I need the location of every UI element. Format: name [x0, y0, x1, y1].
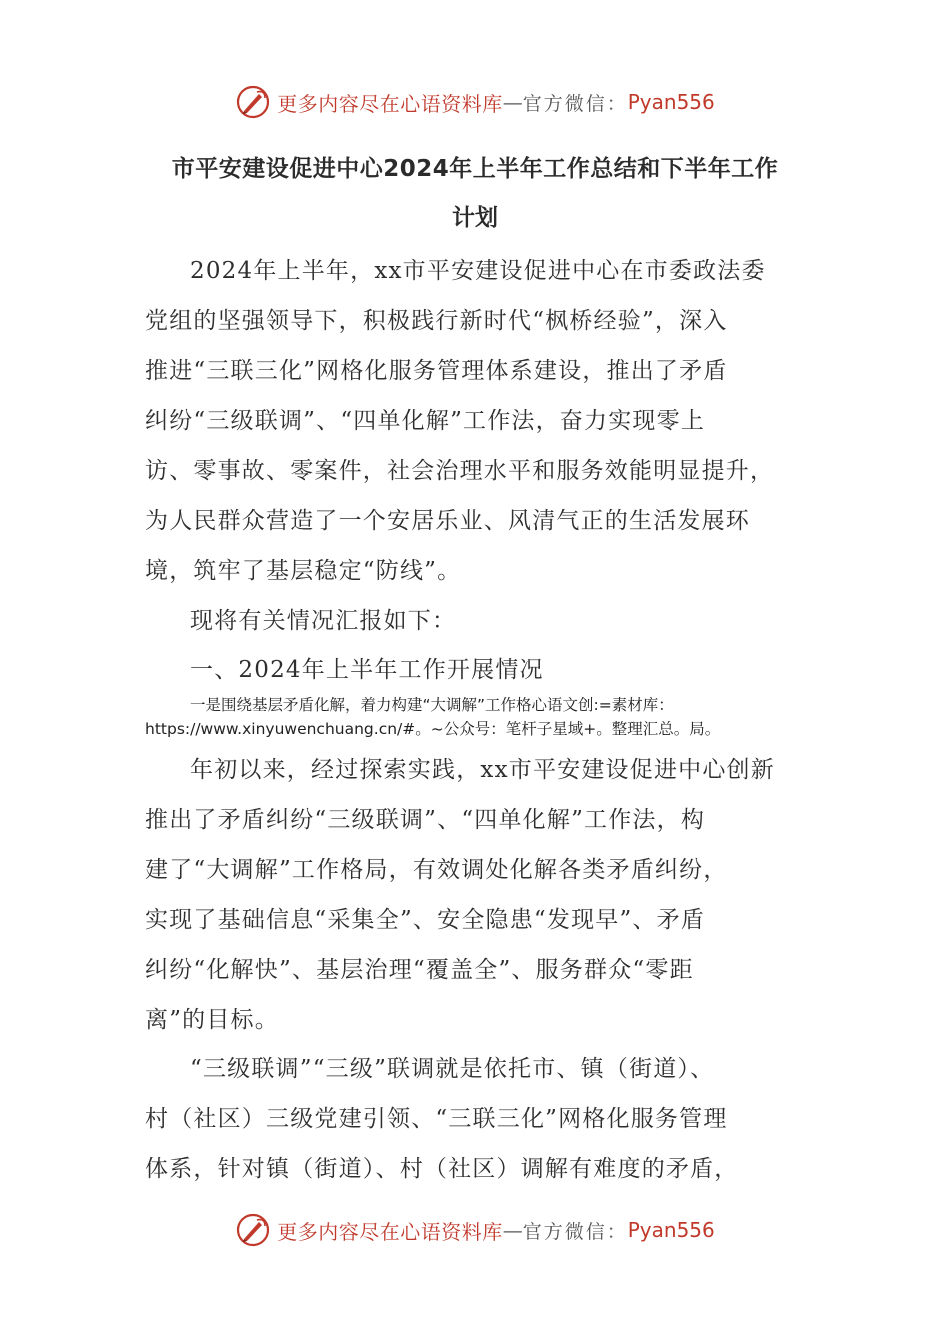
- document-title-line-1: 市平安建设促进中心2024年上半年工作总结和下半年工作: [171, 156, 779, 182]
- banner-dash: —: [502, 90, 523, 114]
- pen-logo-icon: [235, 84, 271, 120]
- body-line: 访、零事故、零案件，社会治理水平和服务效能明显提升，: [145, 458, 775, 484]
- banner-label: 官方微信：: [522, 92, 628, 115]
- bottom-watermark-banner: [0, 1210, 950, 1250]
- banner-dash: —: [502, 1218, 523, 1242]
- body-line: 建了“大调解”工作格局，有效调处化解各类矛盾纠纷，: [145, 857, 728, 883]
- banner-text: 更多内容尽在心语资料库: [277, 91, 503, 116]
- body-line: 为人民群众营造了一个安居乐业、风清气正的生活发展环: [145, 508, 750, 534]
- top-watermark-banner: [0, 82, 950, 122]
- body-line: 境，筑牢了基层稳定“防线”。: [145, 558, 462, 584]
- banner-label: 官方微信：: [522, 1220, 628, 1243]
- body-line: “三级联调”“三级”联调就是依托市、镇（街道）、: [190, 1056, 715, 1082]
- body-line: 年初以来，经过探索实践，xx市平安建设促进中心创新: [190, 757, 775, 783]
- body-line: 推出了矛盾纠纷“三级联调”、“四单化解”工作法，构: [145, 807, 706, 833]
- body-line: 村（社区）三级党建引领、“三联三化”网格化服务管理: [145, 1106, 728, 1132]
- inserted-note-line-1: 一是围绕基层矛盾化解，着力构建“大调解”工作格心语文创:=素材库：: [190, 696, 674, 714]
- body-line: 离”的目标。: [145, 1007, 279, 1033]
- pen-logo-icon: [235, 1212, 271, 1248]
- banner-wechat-id: Pyan556: [627, 90, 715, 114]
- body-line: 实现了基础信息“采集全”、安全隐患“发现早”、矛盾: [145, 907, 706, 933]
- body-line: 纠纷“三级联调”、“四单化解”工作法，奋力实现零上: [145, 408, 706, 434]
- body-line: 现将有关情况汇报如下：: [190, 608, 457, 634]
- body-line: 党组的坚强领导下，积极践行新时代“枫桥经验”，深入: [145, 308, 728, 334]
- banner-wechat-id: Pyan556: [627, 1218, 715, 1242]
- inserted-note-line-2: https://www.xinyuwenchuang.cn/#。~公众号：笔杆子星域+。整理汇总。局。: [145, 720, 721, 738]
- document-title-line-2: 计划: [452, 205, 498, 231]
- body-line: 体系，针对镇（街道）、村（社区）调解有难度的矛盾，: [145, 1156, 739, 1182]
- body-line: 2024年上半年，xx市平安建设促进中心在市委政法委: [190, 258, 766, 284]
- body-line: 纠纷“化解快”、基层治理“覆盖全”、服务群众“零距: [145, 957, 694, 983]
- section-heading: 一、2024年上半年工作开展情况: [190, 657, 544, 683]
- body-line: 推进“三联三化”网格化服务管理体系建设，推出了矛盾: [145, 358, 728, 384]
- banner-text: 更多内容尽在心语资料库: [277, 1219, 503, 1244]
